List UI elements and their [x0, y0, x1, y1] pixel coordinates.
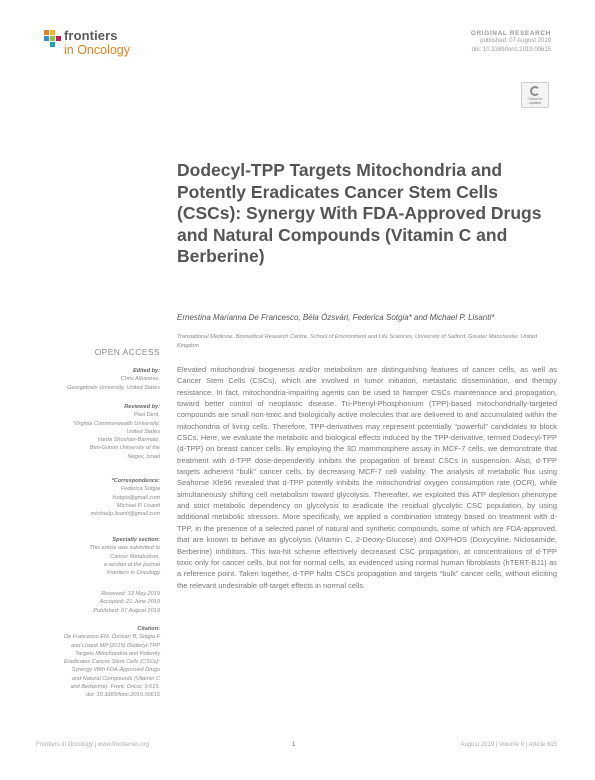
published-date: published: 07 August 2019	[480, 38, 551, 44]
logo-brand: frontiers	[64, 28, 118, 43]
citation-line: Synergy With FDA-Approved Drugs	[71, 667, 160, 674]
journal-logo[interactable]	[44, 28, 184, 62]
specialty-line: Frontiers in Oncology	[106, 570, 160, 577]
author-list[interactable]: Ernestina Marianna De Francesco, Béla Ózsvári, Federica Sotgia* and Michael P. Lisanti*	[177, 313, 495, 322]
correspondence-heading: *Correspondence:	[111, 478, 160, 484]
correspondent-email[interactable]: michaelp.lisanti@gmail.com	[90, 511, 160, 518]
dates-section	[36, 590, 160, 615]
citation-line: De Francesco EM, Ózsvári B, Sotgia F	[63, 634, 160, 641]
article-meta	[471, 30, 551, 54]
correspondence-section	[36, 477, 160, 518]
page-number: 1	[292, 742, 296, 748]
frontiers-logo-icon	[44, 30, 62, 48]
reviewed-by-heading: Reviewed by:	[124, 404, 160, 410]
editor-affiliation: Georgetown University, United States	[67, 384, 160, 391]
citation-line: and Berberine). Front. Oncol. 9:615.	[70, 684, 160, 691]
editor-name: Chris Albanese,	[120, 376, 160, 383]
article-type: ORIGINAL RESEARCH	[470, 30, 551, 37]
citation-line: and Lisanti MP (2019) Dodecyl-TPP	[70, 642, 160, 649]
reviewer-line: Virginia Commonwealth University,	[73, 420, 160, 427]
reviewer-line: Ben-Gurion University of the	[89, 445, 160, 452]
specialty-line: Cancer Metabolism,	[110, 553, 160, 560]
specialty-line: This article was submitted to	[89, 545, 160, 552]
citation-doi[interactable]: doi: 10.3389/fonc.2019.00615	[85, 692, 160, 699]
correspondent-email[interactable]: fsotgia@gmail.com	[112, 494, 160, 501]
logo-journal: in Oncology	[64, 43, 131, 57]
published-date-side: Published: 07 August 2019	[93, 607, 160, 614]
abstract-text: Elevated mitochondrial biogenesis and/or metabolism are distinguishing features of cancer cells, as well as Cancer Stem Cells (CSCs), which are involved in tumor initiation, metastatic dissemination, and therapy resistance. In fact, mitochondria-impairing agents can be used to hamper CSCs maintenance and propagation, toward better control of neoplastic disease. Tri-Phenyl-Phosphonium (TPP)-based mitochondrially-targeted compounds are small non-toxic and biologically active molecules that are delivered to and accumulated within the mitochondria of living cells. Therefore, TPP-derivatives may represent potentially “powerful” candidates to block CSCs. Here, we evaluate the metabolic and biological effects induced by the TPP-derivative, termed Dodecyl-TPP (d-TPP) on breast cancer cells. By employing the 3D mammosphere assay in MCF-7 cells, we demonstrate that treatment with d-TPP dose-dependently inhibits the propagation of breast CSCs in suspension. Also, d-TPP targets adherent “bulk” cancer cells, by decreasing MCF-7 cell viability. The analysis of metabolic flux using Seahorse Xfe96 revealed that d-TPP potently inhibits the mitochondrial oxygen consumption rate (OCR), while simultaneously shifting cell metabolism toward glycolysis. Thereafter, we exploited this ATP depletion phenotype and strict metabolic dependency on glycolysis to eradicate the residual glycolytic CSC population, by using additional metabolic stressors. More specifically, we applied a combination strategy based on treatment with d-TPP, in the presence of a selected panel of natural and synthetic compounds, some of which are FDA-approved, that are known to behave as glycolysis (Vitamin C, 2-Deoxy-Glucose) and OXPHOS (Doxycyline, Niclosamide, Berberine) inhibitors. This two-hit scheme effectively decreased CSC propagation, at concentrations of d-TPP toxic only for cancer cells, but not for normal cells, as evidenced using normal human fibroblasts (hTERT-BJ1) as a reference point. Taken together, d-TPP halts CSCs propagation and targets “bulk” cancer cells, without eliciting the relevant undesirable off-target effects in normal cells.	[177, 365, 557, 590]
citation-line: and Natural Compounds (Vitamin C	[71, 675, 160, 682]
footer-journal-link[interactable]: Frontiers in Oncology | www.frontiersin.org	[36, 742, 149, 748]
footer-issue-info: August 2019 | Volume 9 | Article 615	[460, 742, 557, 748]
reviewed-by-section	[36, 403, 160, 461]
open-access-label[interactable]: OPEN ACCESS	[94, 347, 160, 357]
specialty-line: a section of the journal	[103, 561, 160, 568]
citation-section	[36, 625, 160, 700]
specialty-section	[36, 536, 160, 577]
citation-line: Targets Mitochondria and Potently	[75, 650, 160, 657]
reviewer-line: United States	[126, 428, 160, 435]
citation-line: Eradicates Cancer Stem Cells (CSCs):	[63, 659, 160, 666]
refresh-icon	[530, 86, 540, 96]
article-title: Dodecyl-TPP Targets Mitochondria and Potently Eradicates Cancer Stem Cells (CSCs): Synergy With FDA-Approved Drugs and Natural Compounds (Vitamin C and Berberine)	[177, 160, 542, 266]
reviewer-line: Negev, Israel	[127, 453, 160, 460]
edited-by-section	[36, 367, 160, 392]
accepted-date: Accepted: 21 June 2019	[99, 599, 160, 606]
check-for-updates-button[interactable]	[521, 82, 549, 108]
correspondent-name: Federica Sotgia	[120, 486, 160, 493]
reviewer-line: Varda Shoshan-Barmatz,	[97, 437, 160, 444]
specialty-heading: Specialty section:	[112, 537, 160, 543]
affiliation: Translational Medicine, Biomedical Research Centre, School of Environment and Life Sciences, University of Salford, Greater Manchester, United Kingdom	[177, 334, 537, 349]
correspondent-name: Michael P. Lisanti	[116, 502, 160, 509]
check-updates-label: Check for updates	[527, 97, 543, 105]
edited-by-heading: Edited by:	[132, 368, 160, 374]
citation-heading: Citation:	[137, 626, 160, 632]
received-date: Received: 13 May 2019	[101, 591, 160, 597]
reviewer-line: Paul Dent,	[133, 412, 160, 419]
doi-link[interactable]: doi: 10.3389/fonc.2019.00615	[471, 46, 551, 53]
